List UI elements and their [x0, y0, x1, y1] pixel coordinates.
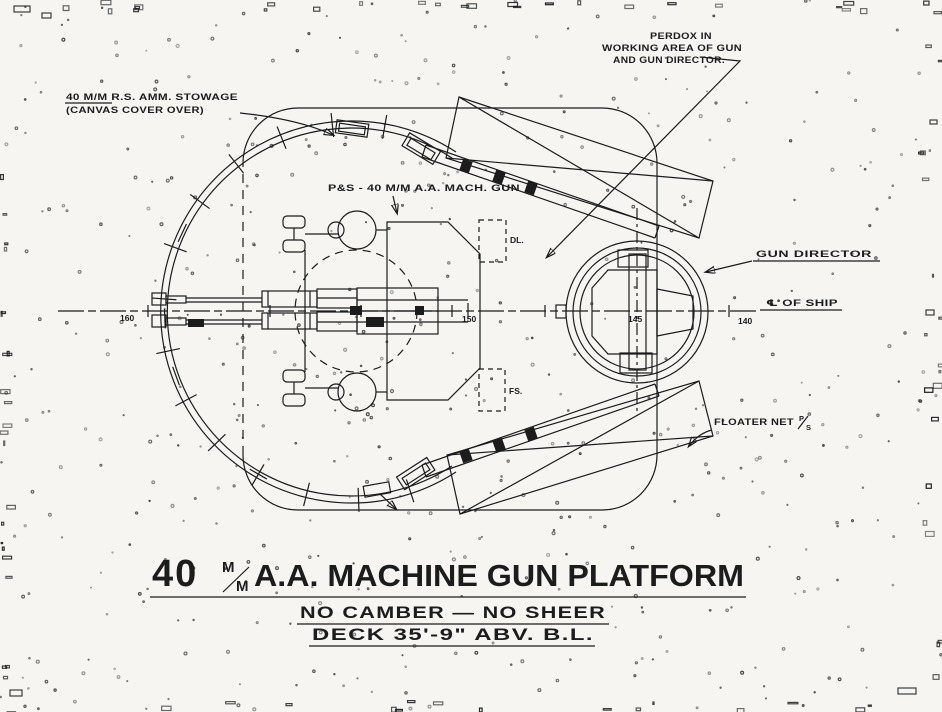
frame-number-150: 150	[462, 314, 477, 324]
gun-director-note	[706, 249, 880, 272]
deck-box-upper-label: DL.	[510, 235, 524, 245]
floater-net-frame-bottom	[422, 381, 713, 514]
subtitle-camber-sheer: NO CAMBER — NO SHEER	[300, 604, 606, 622]
title-text: A.A. MACHINE GUN PLATFORM	[254, 558, 744, 593]
frame-number-145: 145	[628, 314, 643, 324]
subtitle-deck-height: DECK 35'-9" ABV. B.L.	[312, 626, 594, 644]
title-block	[150, 553, 746, 646]
floater-net-frame-top	[422, 97, 713, 238]
mach-gun-label: P&S - 40 M/M A.A. MACH. GUN	[328, 183, 520, 193]
ammo-stowage-note	[65, 92, 333, 135]
perdox-line3: AND GUN DIRECTOR.	[613, 55, 725, 65]
frame-number-160: 160	[120, 313, 135, 323]
ammo-stowage-line1: 40 M/M R.S. AMM. STOWAGE	[66, 92, 238, 102]
ammo-stowage-line2: (CANVAS COVER OVER)	[66, 105, 204, 115]
title-number: 40	[152, 553, 199, 595]
perdox-line2: WORKING AREA OF GUN	[602, 43, 742, 53]
floater-net-frac-top: P	[799, 414, 805, 423]
title-fraction-top: M	[222, 559, 235, 576]
mach-gun-note	[328, 183, 520, 213]
deck-boxes	[479, 220, 524, 411]
floater-net-note	[689, 414, 811, 446]
frame-number-140: 140	[738, 316, 753, 326]
floater-net-label: FLOATER NET	[714, 417, 795, 427]
centerline-of-ship-label: ℄ OF SHIP	[766, 298, 838, 308]
perdox-note	[547, 31, 742, 257]
gun-director-label: GUN DIRECTOR	[756, 249, 872, 260]
title-fraction-bottom: M	[236, 578, 249, 595]
deck-box-lower-label: FS.	[509, 386, 523, 396]
floater-net-frac-bottom: S	[806, 423, 812, 432]
perdox-line1: PERDOX IN	[650, 31, 712, 41]
